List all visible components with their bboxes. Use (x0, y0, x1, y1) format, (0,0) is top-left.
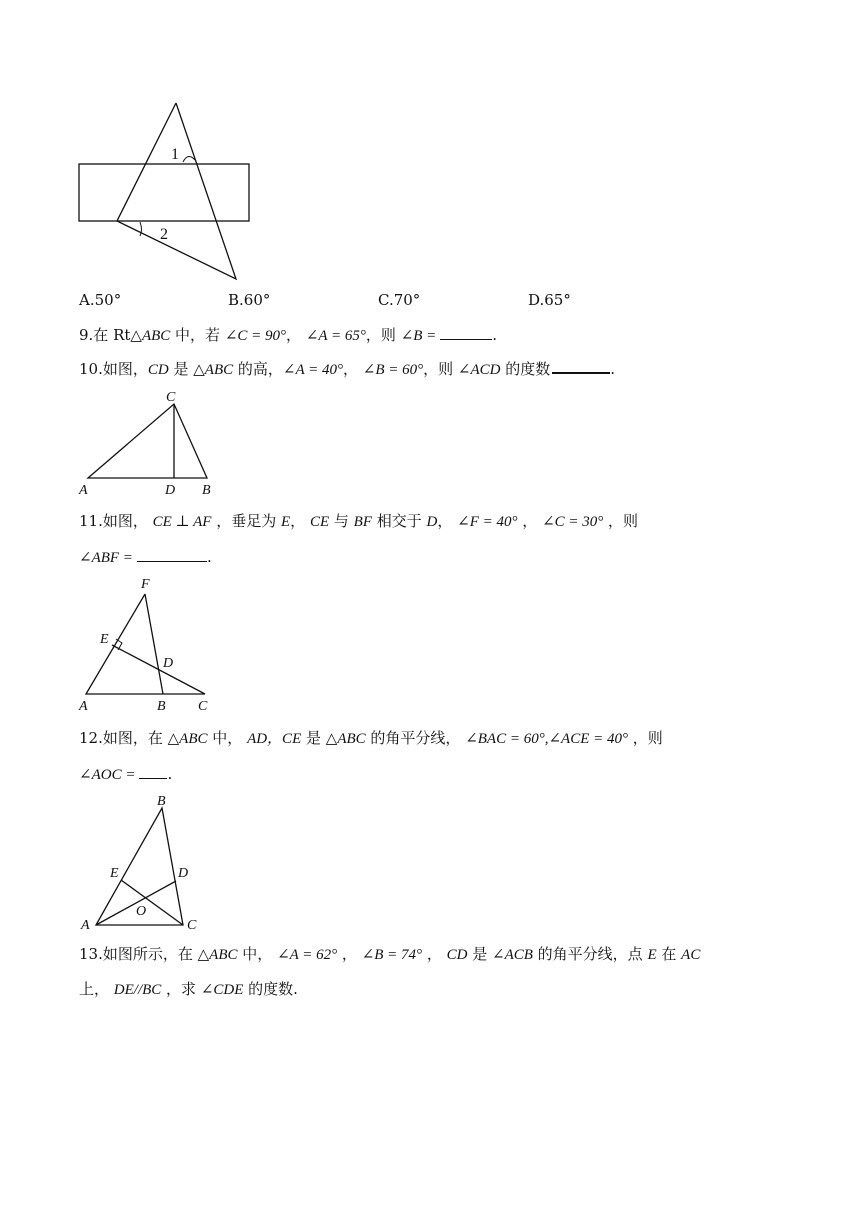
q13-text: 的度数. (243, 980, 298, 998)
label-o: O (136, 904, 147, 919)
q12-text: ，则 (628, 729, 663, 747)
q13-text: 的角平分线，点 (532, 945, 648, 963)
q9-triangle: ABC (141, 328, 171, 344)
option-letter: B. (228, 291, 244, 309)
q13-angle-acb: ∠ACB (492, 947, 533, 963)
q11-e: E (281, 514, 291, 530)
q11-angle-c: ∠C = 30° (542, 514, 604, 530)
q9-text: 中，若 (170, 326, 225, 344)
q12-text: 中， (207, 729, 248, 747)
q10-text: 的度数 (500, 360, 551, 378)
q10-angle-acd: ∠ACD (457, 362, 501, 378)
option-value: 65° (544, 291, 571, 309)
q13-text: 是 (467, 945, 492, 963)
q12-prefix: 12.如图，在 △ (79, 729, 180, 747)
q11-text: ， (437, 512, 458, 530)
q13-angle-b: ∠B = 74° (361, 947, 423, 963)
q12-end: . (167, 765, 173, 783)
label-f: F (141, 577, 150, 592)
q10-prefix: 10.如图， (79, 360, 148, 378)
q9-prefix: 9.在 Rt△ (79, 326, 142, 344)
q13-cd: CD (446, 947, 468, 963)
label-a: A (79, 699, 88, 714)
q10-sep: ， (343, 360, 363, 378)
q11-text: 与 (329, 512, 354, 530)
q9-sep: ， (286, 326, 306, 344)
q10-angle-b: ∠B = 60° (362, 362, 424, 378)
option-value: 50° (94, 291, 122, 309)
q9-angle-a: ∠A = 65° (305, 328, 366, 344)
q10-cd: CD (147, 362, 169, 378)
q9-text: ，则 (365, 326, 401, 344)
q9-angle-c: ∠C = 90° (224, 328, 287, 344)
option-c[interactable] (378, 291, 420, 309)
option-value: 70° (393, 291, 421, 309)
option-letter: D. (528, 291, 545, 309)
label-a: A (79, 483, 88, 498)
q13-text: 中， (237, 945, 278, 963)
q10-text: 的高， (233, 360, 283, 378)
answer-blank-q10[interactable] (552, 358, 610, 374)
label-a: A (81, 918, 90, 933)
q11-prefix: 11.如图， (79, 512, 153, 530)
q13-de-bc: DE//BC (113, 982, 162, 998)
q11-text: 相交于 (372, 512, 427, 530)
q13-sep: ， (337, 945, 362, 963)
label-b: B (157, 794, 166, 809)
label-c: C (187, 918, 197, 933)
q11-perp: CE ⊥ AF (152, 514, 212, 530)
angle-2-label: 2 (160, 226, 168, 243)
q11-text: ，则 (603, 512, 639, 530)
q10-text: 是 △ (168, 360, 205, 378)
q13-text: ， (422, 945, 447, 963)
q12-text: 是 △ (301, 729, 338, 747)
q13-triangle: ABC (209, 947, 238, 963)
q12-triangle: ABC (337, 731, 366, 747)
q11-angle-abf: ∠ABF = (79, 550, 133, 566)
q13-text: 在 (656, 945, 682, 963)
q11-text: ，垂足为 (211, 512, 281, 530)
q12-text: 的角平分线， (365, 729, 466, 747)
q13-text: 上， (79, 980, 114, 998)
q11-bf: BF (353, 514, 372, 530)
q9-angle-b: ∠B = (400, 328, 437, 344)
q13-ac: AC (681, 947, 701, 963)
label-c: C (166, 390, 176, 405)
q10-text: ，则 (423, 360, 458, 378)
option-letter: C. (378, 291, 394, 309)
label-b: B (157, 699, 166, 714)
q13-e: E (647, 947, 657, 963)
q11-d: D (426, 514, 438, 530)
bisector-ce (121, 880, 183, 925)
q13-prefix: 13.如图所示，在 △ (79, 945, 210, 963)
q11-angle-f: ∠F = 40° (457, 514, 518, 530)
answer-blank-q9[interactable] (440, 325, 492, 340)
angle-1-label: 1 (171, 146, 179, 163)
label-e: E (100, 632, 109, 647)
q11-ce: CE (309, 514, 330, 530)
q12-angle-aoc: ∠AOC = (79, 767, 136, 783)
q10-angle-a: ∠A = 40° (282, 362, 343, 378)
figure-angle-bisectors (0, 0, 300, 940)
label-e: E (110, 866, 119, 881)
q11-end: . (206, 548, 212, 566)
option-letter: A. (79, 291, 95, 309)
q13-angle-cde: ∠CDE (200, 982, 244, 998)
question-13-line2 (79, 979, 298, 1000)
q9-end: . (492, 326, 498, 344)
q12-ad-ce: AD，CE (247, 731, 302, 747)
q12-triangle: ABC (179, 731, 208, 747)
q12-angles: ∠BAC = 60°,∠ACE = 40° (465, 731, 628, 747)
label-d: D (178, 866, 189, 881)
label-d: D (163, 656, 174, 671)
q13-angle-a: ∠A = 62° (277, 947, 338, 963)
q11-text: ， (290, 512, 310, 530)
option-value: 60° (243, 291, 271, 309)
label-d: D (165, 483, 176, 498)
label-b: B (202, 483, 211, 498)
label-c: C (198, 699, 208, 714)
option-d[interactable] (528, 291, 571, 309)
q10-end: . (610, 360, 616, 378)
q13-text: ，求 (161, 980, 201, 998)
question-13 (79, 944, 700, 965)
q11-sep: ， (517, 512, 543, 530)
q10-triangle: ABC (204, 362, 234, 378)
